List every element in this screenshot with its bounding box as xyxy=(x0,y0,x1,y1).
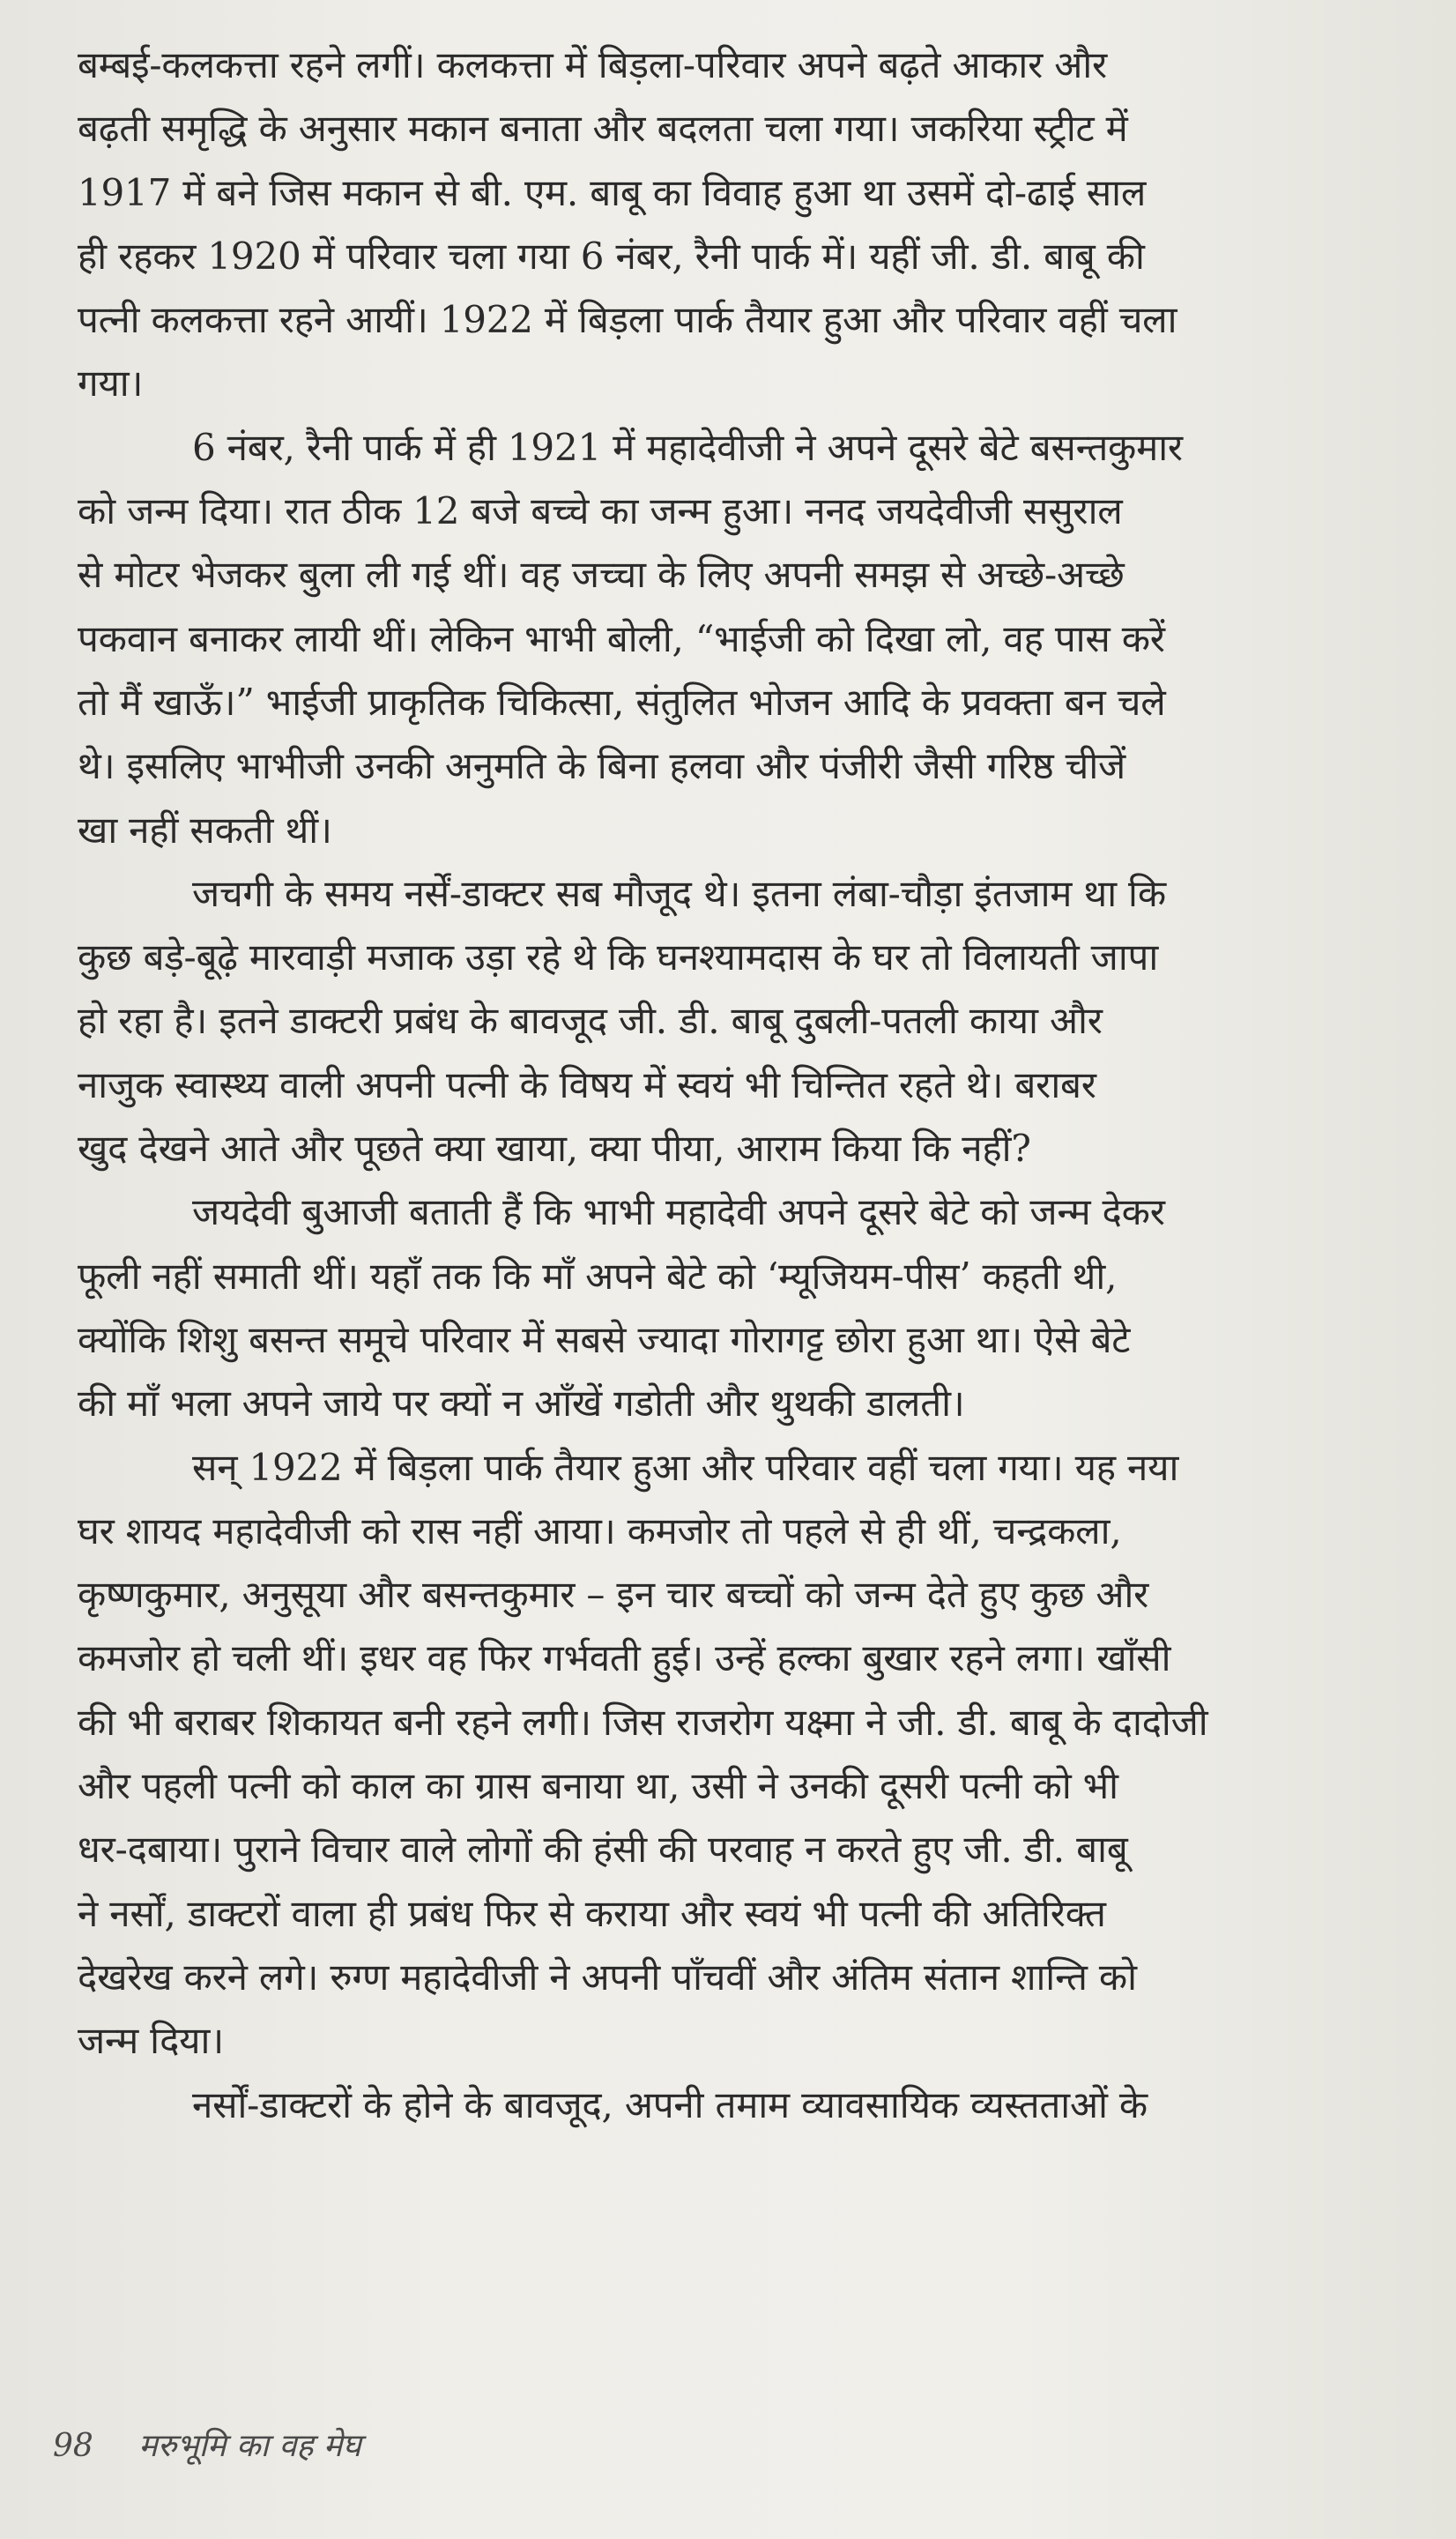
text-line: को जन्म दिया। रात ठीक 12 बजे बच्चे का जन्म हुआ। ननद जयदेवीजी ससुराल xyxy=(78,489,1123,533)
text-line: ही रहकर 1920 में परिवार चला गया 6 नंबर, रैनी पार्क में। यहीं जी. डी. बाबू की xyxy=(78,234,1145,278)
text-line: थे। इसलिए भाभीजी उनकी अनुमति के बिना हलवा और पंजीरी जैसी गरिष्ठ चीजें xyxy=(78,744,1125,788)
paragraph xyxy=(78,1436,1439,2074)
paragraph xyxy=(78,2074,1439,2137)
text-line: कृष्णकुमार, अनुसूया और बसन्तकुमार – इन चार बच्चों को जन्म देते हुए कुछ और xyxy=(78,1573,1149,1617)
paragraph xyxy=(78,1180,1439,1435)
text-line: 1917 में बने जिस मकान से बी. एम. बाबू का विवाह हुआ था उसमें दो-ढाई साल xyxy=(78,170,1147,214)
text-line: नाजुक स्वास्थ्य वाली अपनी पत्नी के विषय में स्वयं भी चिन्तित रहते थे। बराबर xyxy=(78,1062,1096,1106)
body-text xyxy=(78,34,1439,2137)
text-line: हो रहा है। इतने डाक्टरी प्रबंध के बावजूद जी. डी. बाबू दुबली-पतली काया और xyxy=(78,999,1103,1043)
text-line: से मोटर भेजकर बुला ली गई थीं। वह जच्चा के लिए अपनी समझ से अच्छे-अच्छे xyxy=(78,553,1125,597)
running-title: मरुभूमि का वह मेघ xyxy=(138,2428,361,2464)
text-line: 6 नंबर, रैनी पार्क में ही 1921 में महादेवीजी ने अपने दूसरे बेटे बसन्तकुमार xyxy=(192,425,1183,469)
text-line: बम्बई-कलकत्ता रहने लगीं। कलकत्ता में बिड़ला-परिवार अपने बढ़ते आकार और xyxy=(78,43,1107,86)
text-line: धर-दबाया। पुराने विचार वाले लोगों की हंसी की परवाह न करते हुए जी. डी. बाबू xyxy=(78,1828,1128,1872)
text-line: खुद देखने आते और पूछते क्या खाया, क्या पीया, आराम किया कि नहीं? xyxy=(78,1127,1031,1171)
text-line: पत्नी कलकत्ता रहने आयीं। 1922 में बिड़ला पार्क तैयार हुआ और परिवार वहीं चला xyxy=(78,298,1177,342)
text-line: गया। xyxy=(78,361,144,406)
paragraph xyxy=(78,34,1439,416)
text-line: ने नर्सों, डाक्टरों वाला ही प्रबंध फिर से कराया और स्वयं भी पत्नी की अतिरिक्त xyxy=(78,1891,1106,1935)
text-line: की माँ भला अपने जाये पर क्यों न आँखें गडोती और थुथकी डालती। xyxy=(78,1381,965,1426)
text-line: पकवान बनाकर लायी थीं। लेकिन भाभी बोली, “भाईजी को दिखा लो, वह पास करें xyxy=(78,616,1165,660)
text-line: फूली नहीं समाती थीं। यहाँ तक कि माँ अपने बेटे को ‘म्यूजियम-पीस’ कहती थी, xyxy=(78,1254,1118,1298)
page-number: 98 xyxy=(53,2428,93,2464)
text-line: घर शायद महादेवीजी को रास नहीं आया। कमजोर तो पहले से ही थीं, चन्द्रकला, xyxy=(78,1508,1122,1552)
paragraph xyxy=(78,416,1439,862)
paragraph xyxy=(78,862,1439,1180)
text-line: देखरेख करने लगे। रुग्ण महादेवीजी ने अपनी पाँचवीं और अंतिम संतान शान्ति को xyxy=(78,1955,1137,1999)
text-line: नर्सों-डाक्टरों के होने के बावजूद, अपनी तमाम व्यावसायिक व्यस्तताओं के xyxy=(192,2082,1148,2126)
text-line: कुछ बड़े-बूढ़े मारवाड़ी मजाक उड़ा रहे थे कि घनश्यामदास के घर तो विलायती जापा xyxy=(78,935,1159,979)
text-line: क्योंकि शिशु बसन्त समूचे परिवार में सबसे ज्यादा गोरागट्ट छोरा हुआ था। ऐसे बेटे xyxy=(78,1317,1131,1361)
text-line: बढ़ती समृद्धि के अनुसार मकान बनाता और बदलता चला गया। जकरिया स्ट्रीट में xyxy=(78,107,1128,151)
text-line: खा नहीं सकती थीं। xyxy=(78,808,332,852)
text-line: की भी बराबर शिकायत बनी रहने लगी। जिस राजरोग यक्ष्मा ने जी. डी. बाबू के दादोजी xyxy=(78,1700,1208,1744)
text-line: कमजोर हो चली थीं। इधर वह फिर गर्भवती हुई। उन्हें हल्का बुखार रहने लगा। खाँसी xyxy=(78,1636,1171,1680)
text-line: जयदेवी बुआजी बताती हैं कि भाभी महादेवी अपने दूसरे बेटे को जन्म देकर xyxy=(192,1190,1165,1234)
page-footer xyxy=(53,2423,361,2466)
text-line: जन्म दिया। xyxy=(78,2019,224,2063)
text-line: और पहली पत्नी को काल का ग्रास बनाया था, उसी ने उनकी दूसरी पत्नी को भी xyxy=(78,1764,1118,1808)
text-line: सन् 1922 में बिड़ला पार्क तैयार हुआ और परिवार वहीं चला गया। यह नया xyxy=(192,1445,1179,1489)
text-line: तो मैं खाऊँ।” भाईजी प्राकृतिक चिकित्सा, संतुलित भोजन आदि के प्रवक्ता बन चले xyxy=(78,680,1166,724)
text-line: जचगी के समय नर्सें-डाक्टर सब मौजूद थे। इतना लंबा-चौड़ा इंतजाम था कि xyxy=(192,871,1166,915)
